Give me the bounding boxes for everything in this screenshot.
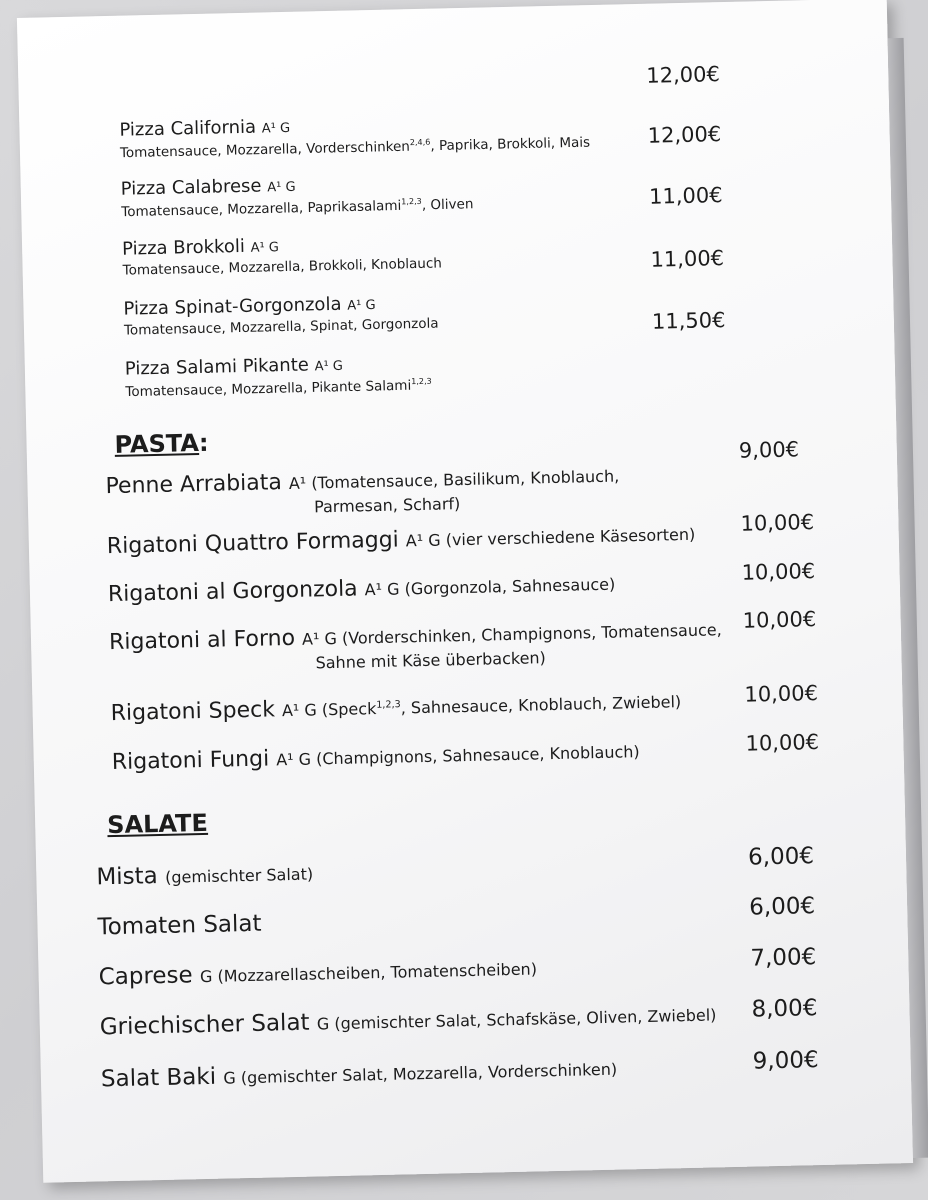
dish-name-text: Rigatoni al Gorgonzola — [107, 576, 358, 608]
desc-text-cont: , Paprika, Brokkoli, Mais — [430, 134, 591, 155]
allergen-code: A¹ G — [281, 700, 318, 721]
allergen-code: G — [223, 1068, 237, 1088]
dish-name-text: Salat Baki — [100, 1063, 217, 1093]
desc-text-cont: , Sahnesauce, Knoblauch, Zwiebel) — [400, 692, 682, 718]
pizza-section — [17, 0, 887, 401]
price: 10,00€ — [742, 607, 817, 633]
dish-description — [406, 525, 696, 551]
dish-name — [97, 911, 262, 941]
allergen-code: A¹ — [288, 473, 307, 493]
dish-name — [119, 116, 290, 141]
section-heading — [114, 429, 209, 459]
dish-name — [122, 235, 279, 260]
dish-name-text: Rigatoni Quattro Formaggi — [106, 527, 400, 560]
dish-name-text: Penne Arrabiata — [105, 470, 283, 500]
dish-name-text: Rigatoni al Forno — [108, 625, 296, 656]
price: 12,00€ — [646, 62, 721, 88]
dish-name-text: Pizza Calabrese — [120, 175, 262, 200]
dish-name — [125, 354, 343, 380]
price: 6,00€ — [748, 893, 816, 921]
dish-name — [100, 1000, 717, 1040]
page-edge — [888, 38, 928, 1158]
dish-name-text: Pizza Salami Pikante — [124, 354, 310, 380]
dish-description — [200, 959, 537, 986]
menu-page — [17, 0, 913, 1183]
dish-name — [121, 175, 296, 200]
allergen-code: A¹ G — [267, 179, 296, 196]
price: 8,00€ — [751, 995, 818, 1023]
price: 9,00€ — [752, 1047, 819, 1075]
allergen-code: A¹ G — [347, 297, 376, 314]
allergen-code: A¹ G — [275, 749, 312, 770]
allergen-code: A¹ G — [314, 358, 344, 375]
dish-name — [96, 860, 313, 891]
desc-text: Tomatensauce, Mozzarella, Vorderschinken — [119, 138, 411, 162]
dish-name-text: Pizza Spinat-Gorgonzola — [123, 293, 342, 320]
dish-name-text: Pizza California — [119, 116, 257, 141]
price: 9,00€ — [738, 437, 800, 463]
allergen-code: A¹ G — [405, 530, 441, 551]
price: 10,00€ — [744, 681, 819, 707]
dish-description-line2: Sahne mit Käse überbacken) — [315, 648, 547, 673]
additive-code: 1,2,3 — [411, 375, 432, 387]
dish-description — [124, 316, 439, 339]
dish-name-text: Rigatoni Speck — [110, 697, 276, 727]
dish-description — [121, 195, 473, 220]
dish-name-text: Caprese — [98, 962, 193, 991]
dish-name-text: Griechischer Salat — [99, 1009, 310, 1041]
additive-code: 1,2,3 — [401, 195, 422, 207]
price: 12,00€ — [647, 122, 722, 148]
desc-text: (gemischter Salat, Schafskäse, Oliven, Zwiebel) — [334, 1005, 717, 1034]
dish-description: (gemischter Salat) — [164, 864, 314, 887]
section-heading: SALATE — [106, 808, 209, 840]
desc-text: (Champignons, Sahnesauce, Knoblauch) — [315, 742, 640, 769]
dish-name-text: Rigatoni Fungi — [111, 746, 270, 776]
dish-description-line2: Parmesan, Scharf) — [313, 494, 461, 517]
price: 6,00€ — [747, 843, 815, 871]
price: 10,00€ — [745, 730, 820, 756]
allergen-code: A¹ G — [250, 240, 280, 256]
dish-name — [101, 1055, 618, 1093]
desc-text: (gemischter Salat, Mozzarella, Vorderschinken) — [240, 1059, 618, 1088]
desc-text: (Vorderschinken, Champignons, Tomatensauce, — [341, 620, 722, 648]
dish-name-text: Tomaten Salat — [97, 910, 262, 941]
desc-text-cont: , Oliven — [421, 196, 474, 214]
dish-description — [282, 692, 682, 720]
dish-description — [125, 376, 432, 400]
dish-name — [109, 616, 722, 655]
allergen-code: A¹ G — [301, 628, 338, 649]
heading-text: PASTA — [114, 429, 200, 459]
price: 11,50€ — [651, 308, 726, 334]
desc-text: (Speck — [321, 699, 377, 720]
desc-text: Tomatensauce, Mozzarella, Spinat, Gorgonzola — [123, 315, 439, 339]
price: 7,00€ — [750, 944, 817, 972]
dish-name — [98, 954, 537, 990]
dish-name — [112, 738, 640, 775]
additive-code: 1,2,3 — [376, 699, 401, 711]
dish-name — [105, 462, 619, 499]
desc-text: Tomatensauce, Mozzarella, Brokkoli, Knoblauch — [122, 255, 443, 279]
desc-text: (vier verschiedene Käsesorten) — [445, 524, 696, 550]
dish-name-text: Pizza Brokkoli — [121, 235, 246, 260]
dish-name — [123, 293, 375, 320]
dish-name — [110, 688, 681, 726]
price: 11,00€ — [648, 183, 723, 209]
desc-text: Tomatensauce, Mozzarella, Paprikasalami — [121, 197, 402, 221]
dish-name-text: Mista — [96, 863, 159, 891]
dish-description — [364, 575, 615, 600]
dish-name — [108, 571, 616, 608]
dish-description — [289, 466, 620, 492]
allergen-code: G — [199, 966, 213, 987]
desc-text: Tomatensauce, Mozzarella, Pikante Salami — [125, 377, 412, 401]
desc-text: (Gorgonzola, Sahnesauce) — [404, 574, 616, 599]
allergen-code: A¹ G — [364, 579, 400, 600]
dish-description — [317, 1005, 717, 1033]
allergen-code: G — [316, 1014, 330, 1034]
dish-name — [107, 521, 696, 559]
allergen-code: A¹ G — [261, 120, 291, 137]
desc-text: (Mozzarellascheiben, Tomatenscheiben) — [217, 959, 538, 986]
dish-description — [122, 255, 442, 278]
dish-description — [302, 620, 722, 649]
price: 10,00€ — [740, 510, 815, 536]
heading-colon: : — [198, 428, 209, 457]
price: 10,00€ — [741, 559, 816, 585]
price: 11,00€ — [650, 246, 725, 272]
dish-description — [276, 742, 640, 769]
additive-code: 2,4,6 — [409, 136, 431, 148]
desc-text: (Tomatensauce, Basilikum, Knoblauch, — [311, 466, 620, 493]
dish-description — [223, 1060, 617, 1088]
